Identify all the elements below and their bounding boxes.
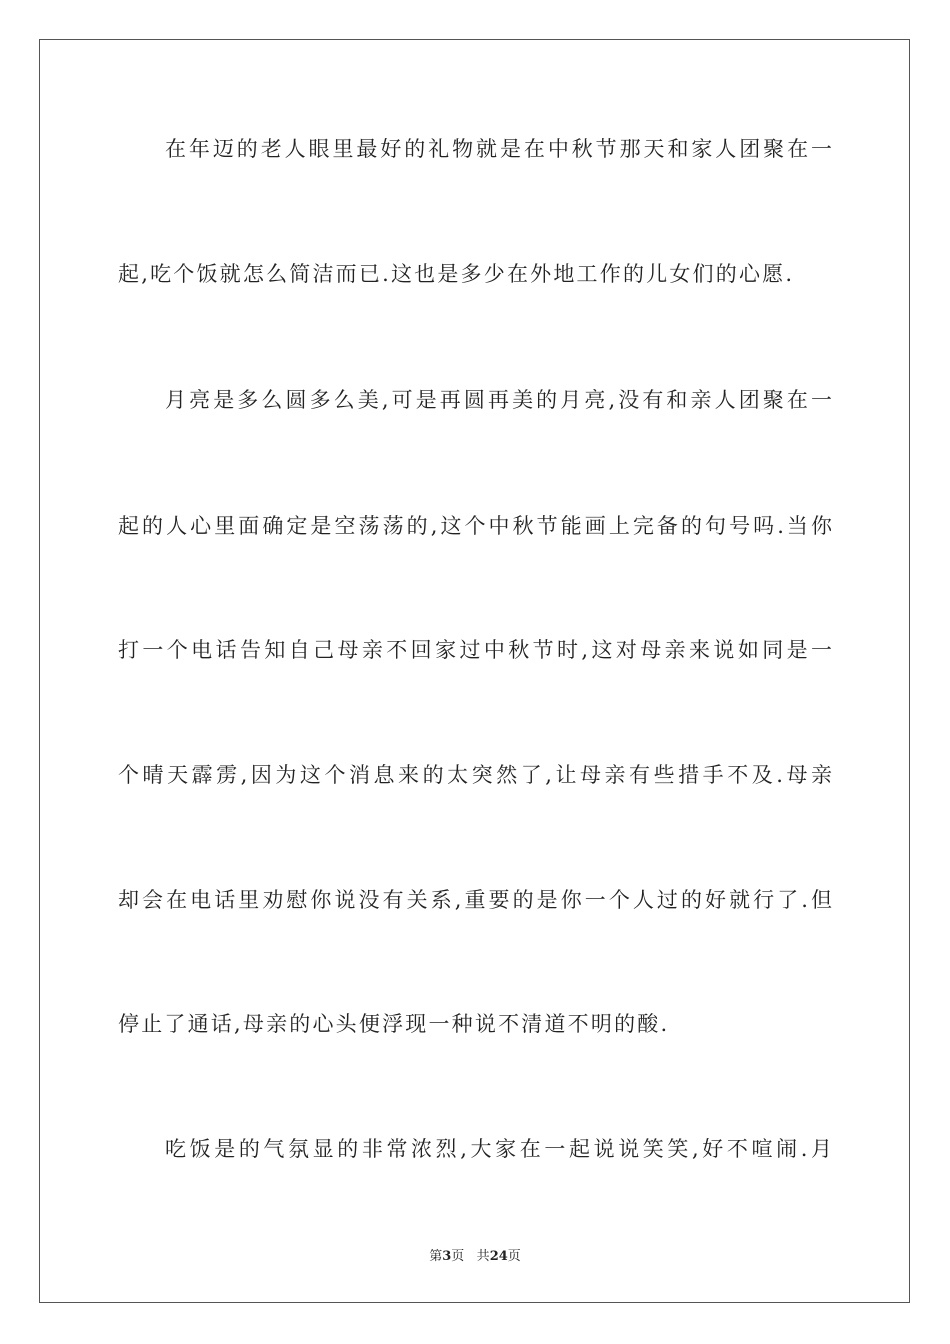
total-pages: 24 — [489, 1249, 508, 1264]
page-suffix: 页 — [451, 1249, 465, 1264]
paragraph-2-line-2: 起的人心里面确定是空荡荡的,这个中秋节能画上完备的句号吗.当你 — [118, 514, 832, 538]
total-prefix: 共 — [476, 1249, 490, 1264]
page-footer — [0, 1247, 950, 1267]
paragraph-2-line-5: 却会在电话里劝慰你说没有关系,重要的是你一个人过的好就行了.但 — [118, 888, 832, 912]
paragraph-1-line-2: 起,吃个饭就怎么简洁而已.这也是多少在外地工作的儿女们的心愿. — [118, 262, 795, 286]
page-number: 3 — [442, 1249, 452, 1264]
page-border — [39, 39, 910, 1303]
paragraph-3-line-1: 吃饭是的气氛显的非常浓烈,大家在一起说说笑笑,好不喧闹.月 — [165, 1137, 832, 1161]
paragraph-2-line-4: 个晴天霹雳,因为这个消息来的太突然了,让母亲有些措手不及.母亲 — [118, 763, 832, 787]
page-prefix: 第 — [429, 1249, 443, 1264]
paragraph-2-line-6: 停止了通话,母亲的心头便浮现一种说不清道不明的酸. — [118, 1012, 670, 1036]
paragraph-2-line-3: 打一个电话告知自己母亲不回家过中秋节时,这对母亲来说如同是一 — [118, 638, 832, 662]
paragraph-1-line-1: 在年迈的老人眼里最好的礼物就是在中秋节那天和家人团聚在一 — [165, 137, 832, 161]
total-suffix: 页 — [507, 1249, 521, 1264]
paragraph-2-line-1: 月亮是多么圆多么美,可是再圆再美的月亮,没有和亲人团聚在一 — [165, 388, 832, 412]
